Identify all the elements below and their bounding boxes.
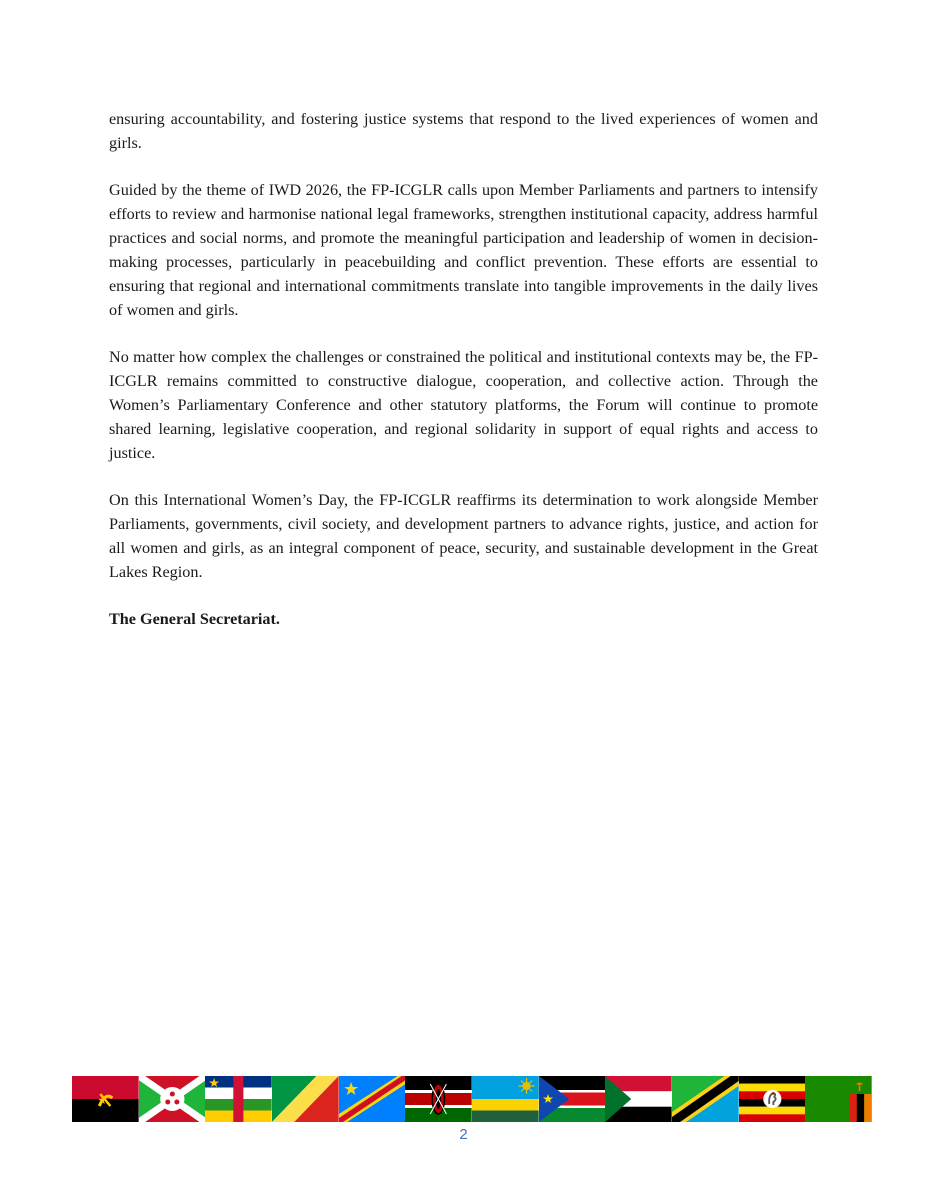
paragraph-2: Guided by the theme of IWD 2026, the FP-ICGLR calls upon Member Parliaments and partners to intensify efforts to review and harmonise national legal frameworks, strengthen institutional capacity, address harmful practices and social norms, and promote the meaningful participation and leadership of women in decision-making processes, particularly in peacebuilding and conflict prevention. These efforts are essential to ensuring that regional and international commitments translate into tangible improvements in the daily lives of women and girls. — [109, 181, 818, 319]
tanzania-flag — [672, 1076, 739, 1122]
uganda-flag — [739, 1076, 806, 1122]
kenya-flag — [405, 1076, 472, 1122]
south-sudan-flag — [539, 1076, 606, 1122]
rwanda-flag — [472, 1076, 539, 1122]
paragraph-4: On this International Women’s Day, the FP-ICGLR reaffirms its determination to work alongside Member Parliaments, governments, civil society, and development partners to advance rights, justice, and action for all women and girls, as an integral component of peace, security, and sustainable development in the Great Lakes Region. — [109, 491, 818, 581]
signature: The General Secretariat. — [109, 610, 280, 628]
member-flags-banner — [72, 1076, 872, 1122]
sudan-flag — [605, 1076, 672, 1122]
dr-congo-flag — [339, 1076, 406, 1122]
paragraph-1: ensuring accountability, and fostering justice systems that respond to the lived experiences of women and girls. — [109, 110, 818, 152]
central-african-republic-flag — [205, 1076, 272, 1122]
angola-flag — [72, 1076, 139, 1122]
paragraph-3: No matter how complex the challenges or constrained the political and institutional contexts may be, the FP-ICGLR remains committed to constructive dialogue, cooperation, and collective action. Through the Women’s Parliamentary Conference and other statutory platforms, the Forum will continue to promote shared learning, legislative cooperation, and regional solidarity in support of equal rights and access to justice. — [109, 348, 818, 462]
page-number: 2 — [459, 1126, 468, 1143]
document-body — [109, 107, 818, 654]
zambia-flag — [805, 1076, 872, 1122]
congo-republic-flag — [272, 1076, 339, 1122]
burundi-flag — [139, 1076, 206, 1122]
